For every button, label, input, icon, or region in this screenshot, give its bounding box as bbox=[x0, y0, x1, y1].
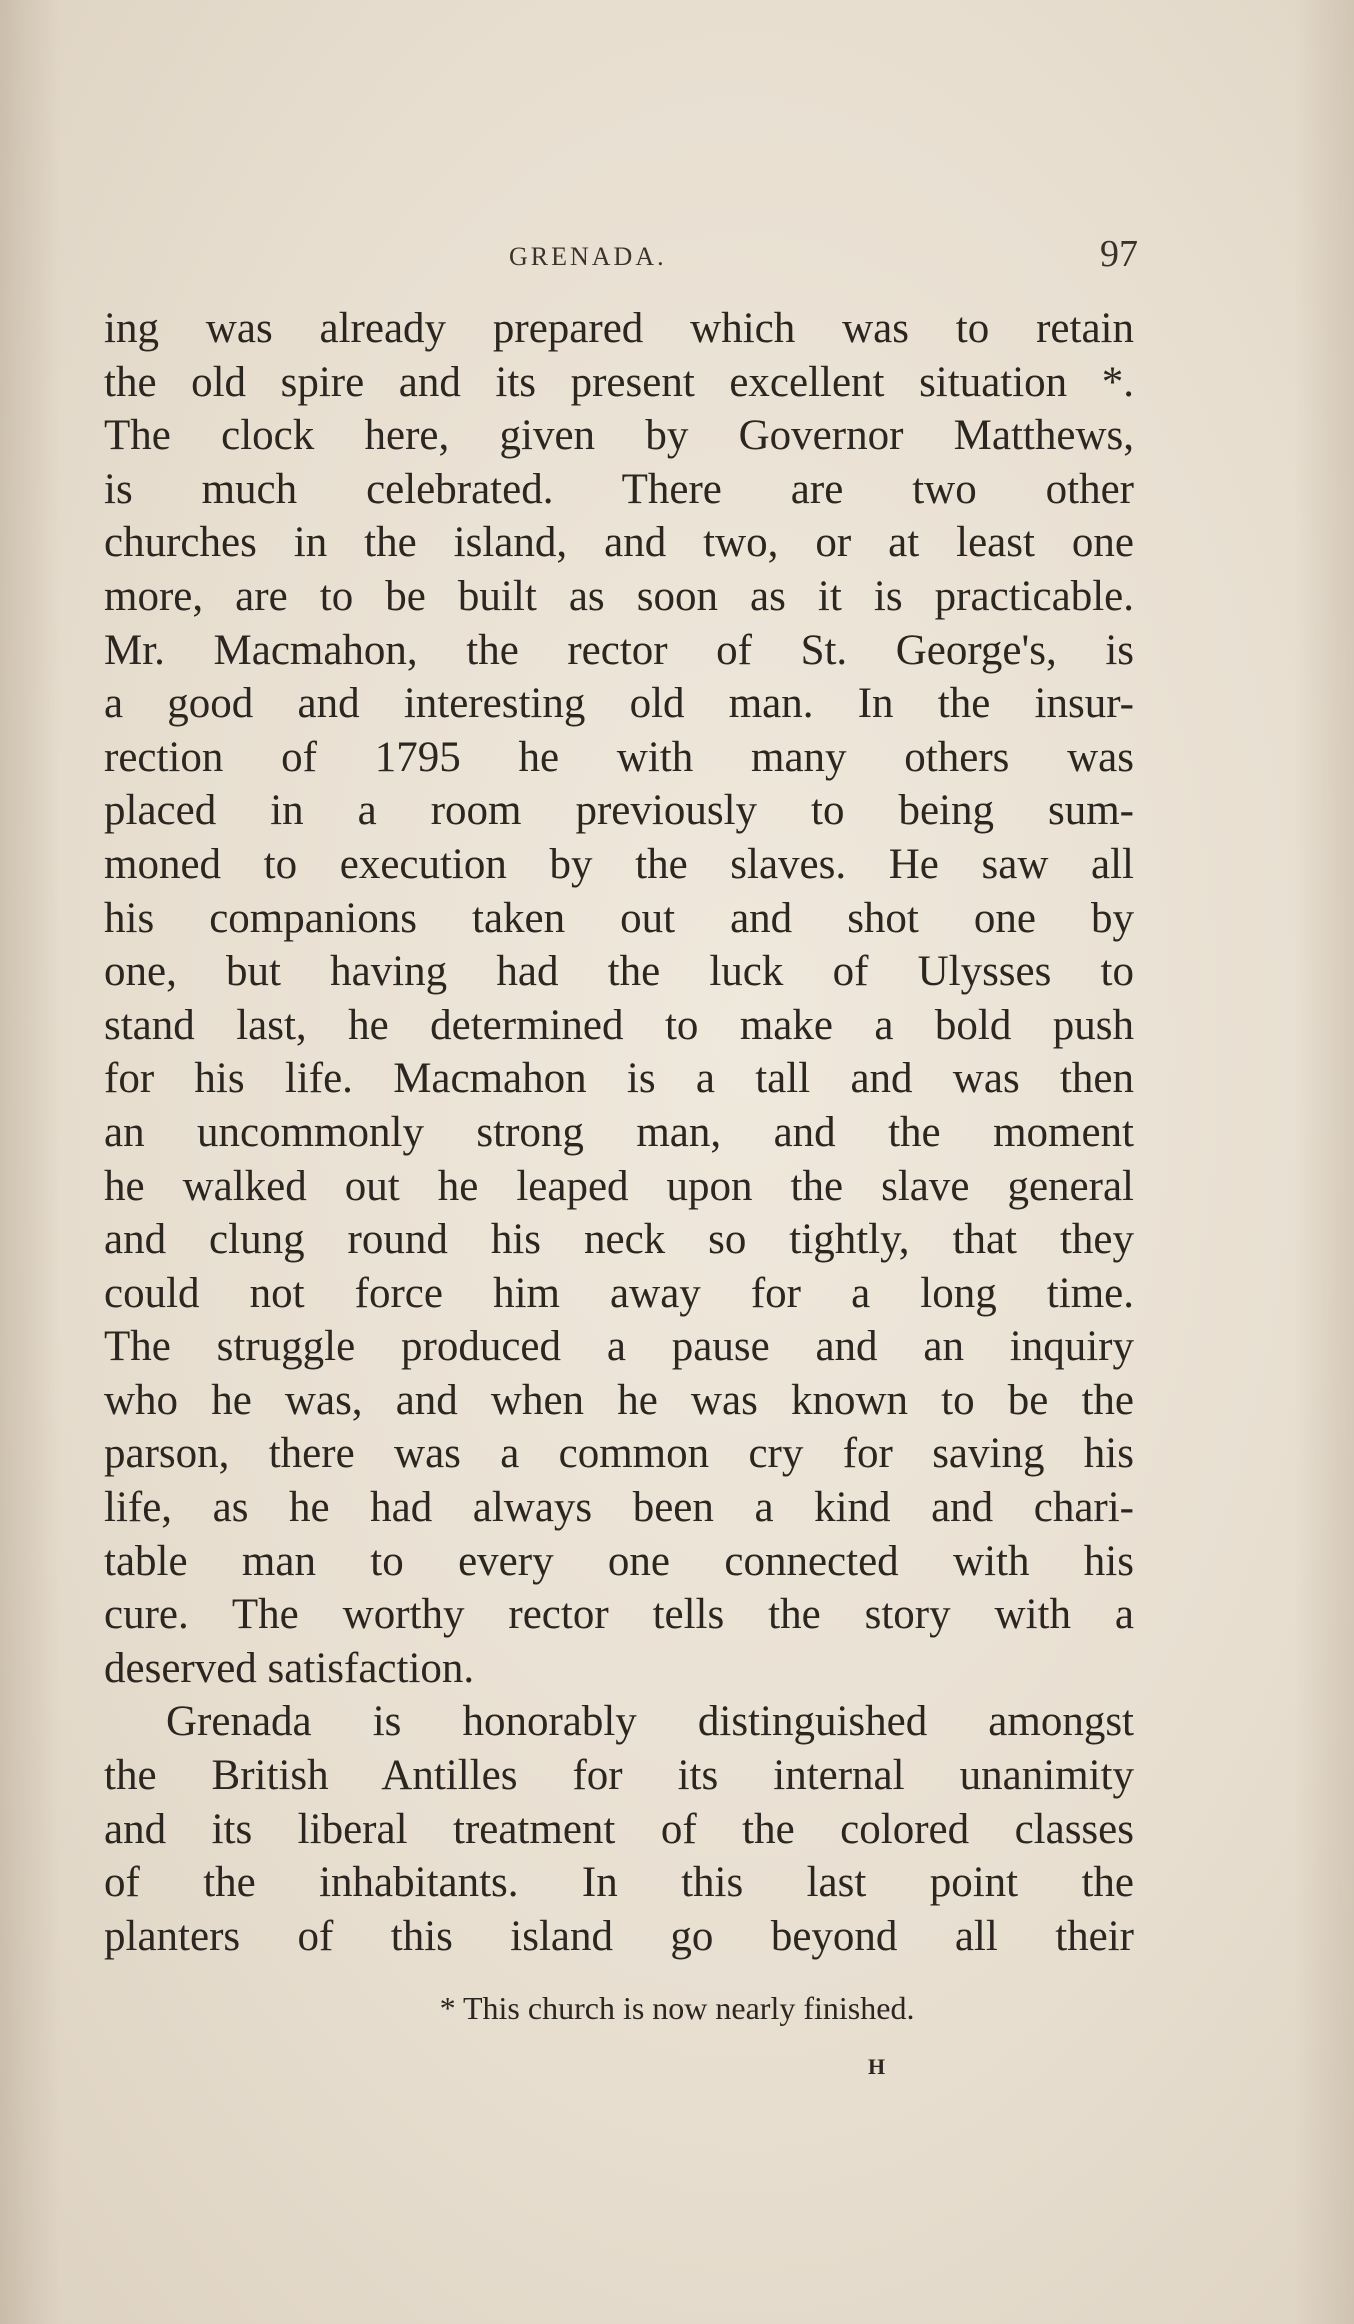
text-line: the British Antilles for its internal unanimity bbox=[104, 1752, 1134, 1800]
text-line: ing was already prepared which was to retain bbox=[104, 305, 1134, 352]
text-line: cure. The worthy rector tells the story with a bbox=[104, 1591, 1134, 1639]
text-line: moned to execution by the slaves. He saw all bbox=[104, 840, 1134, 888]
body-text bbox=[104, 302, 1134, 1963]
text-line: planters of this island go beyond all their bbox=[104, 1912, 1134, 1960]
paragraph-start-line: Grenada is honorably distinguished amongst bbox=[166, 1698, 1134, 1746]
text-line: he walked out he leaped upon the slave general bbox=[104, 1162, 1134, 1210]
text-line: and clung round his neck so tightly, that they bbox=[104, 1216, 1134, 1264]
page-header bbox=[104, 232, 1138, 282]
text-line: stand last, he determined to make a bold push bbox=[104, 1001, 1134, 1049]
running-head: GRENADA. bbox=[509, 242, 667, 271]
text-line: placed in a room previously to being sum- bbox=[104, 787, 1134, 835]
text-line: churches in the island, and two, or at least one bbox=[104, 519, 1134, 567]
footnote: * This church is now nearly finished. bbox=[439, 1990, 915, 2026]
page-edge-shadow-right bbox=[1294, 0, 1354, 2324]
text-line: of the inhabitants. In this last point the bbox=[104, 1859, 1134, 1907]
text-line: could not force him away for a long time. bbox=[104, 1269, 1134, 1317]
paragraph-end-line: deserved satisfaction. bbox=[104, 1644, 475, 1692]
text-line: is much celebrated. There are two other bbox=[104, 465, 1134, 513]
text-line: The clock here, given by Governor Matthews, bbox=[104, 412, 1134, 460]
text-line: Mr. Macmahon, the rector of St. George's, is bbox=[104, 626, 1134, 674]
text-line: who he was, and when he was known to be the bbox=[104, 1376, 1134, 1424]
text-line: an uncommonly strong man, and the moment bbox=[104, 1108, 1134, 1156]
text-line: table man to every one connected with his bbox=[104, 1537, 1134, 1585]
page-edge-shadow-left bbox=[0, 0, 60, 2324]
text-line: a good and interesting old man. In the insur- bbox=[104, 680, 1134, 728]
text-line: parson, there was a common cry for saving his bbox=[104, 1430, 1134, 1478]
signature-mark: H bbox=[868, 2054, 886, 2079]
text-line: life, as he had always been a kind and chari- bbox=[104, 1484, 1134, 1532]
text-line: one, but having had the luck of Ulysses to bbox=[104, 948, 1134, 996]
text-line: the old spire and its present excellent situation *. bbox=[104, 358, 1134, 406]
text-line: his companions taken out and shot one by bbox=[104, 894, 1134, 942]
text-line: for his life. Macmahon is a tall and was then bbox=[104, 1055, 1134, 1103]
text-line: The struggle produced a pause and an inquiry bbox=[104, 1323, 1134, 1371]
text-line: and its liberal treatment of the colored classes bbox=[104, 1805, 1134, 1853]
text-line: rection of 1795 he with many others was bbox=[104, 733, 1134, 781]
text-line: more, are to be built as soon as it is practicable. bbox=[104, 572, 1134, 620]
page-number: 97 bbox=[1100, 233, 1138, 275]
